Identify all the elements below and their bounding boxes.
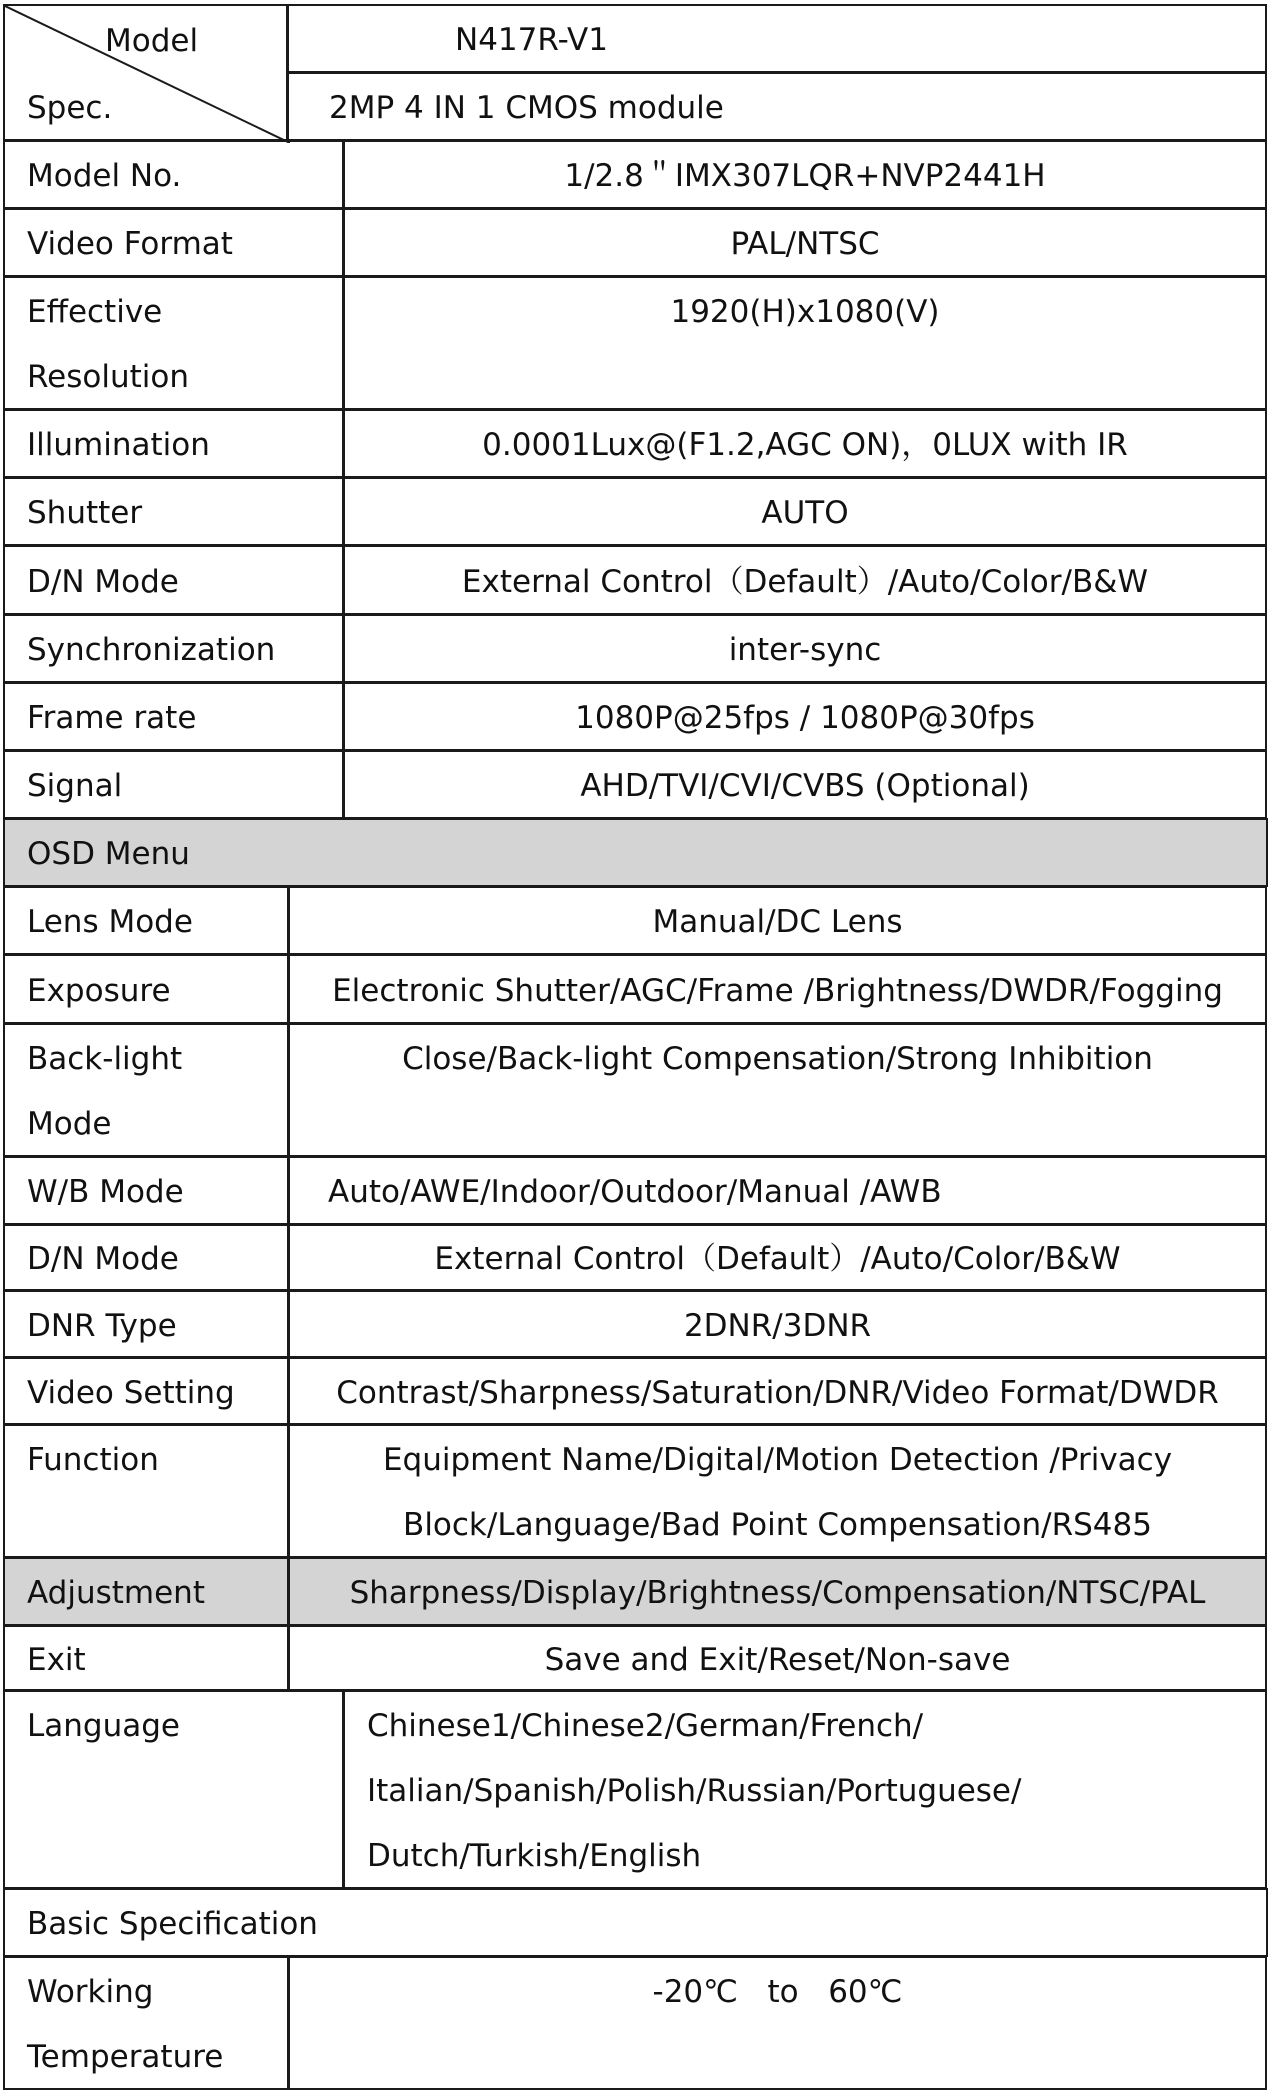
- spec-label: Effective: [27, 294, 163, 330]
- corner-spec-label: Spec.: [27, 90, 113, 126]
- spec-table: [4, 5, 1268, 2094]
- osd-value: Close/Back-light Compensation/Strong Inhibition: [402, 1041, 1153, 1077]
- spec-value: AUTO: [761, 495, 849, 531]
- osd-label: DNR Type: [27, 1308, 177, 1344]
- osd-row: [4, 1358, 1268, 1426]
- osd-label: Video Setting: [27, 1375, 235, 1411]
- osd-value: 2DNR/3DNR: [683, 1308, 872, 1344]
- spec-value: inter-sync: [728, 632, 882, 668]
- spec-row: [4, 683, 1268, 752]
- osd-label: W/B Mode: [27, 1174, 184, 1210]
- osd-row: [4, 1225, 1268, 1292]
- spec-label: Signal: [27, 768, 123, 804]
- spec-value: External Control（Default）/Auto/Color/B&W: [461, 564, 1149, 600]
- osd-row: [4, 1425, 1268, 1559]
- model-name: N417R-V1: [455, 22, 608, 58]
- osd-label: Back-light: [27, 1041, 183, 1077]
- osd-label: Adjustment: [27, 1575, 205, 1611]
- spec-label: Video Format: [27, 226, 233, 262]
- osd-row: [4, 1626, 1268, 1692]
- basic-row: [4, 1957, 1268, 2091]
- osd-row: [4, 1157, 1268, 1226]
- osd-value: Sharpness/Display/Brightness/Compensation/NTSC/PAL: [349, 1575, 1206, 1611]
- spec-value: 0.0001Lux@(F1.2,AGC ON)，0LUX with IR: [482, 427, 1128, 463]
- osd-label: Exposure: [27, 973, 171, 1009]
- osd-value: Electronic Shutter/AGC/Frame /Brightness/DWDR/Fogging: [332, 973, 1223, 1009]
- osd-value: Contrast/Sharpness/Saturation/DNR/Video Format/DWDR: [336, 1375, 1219, 1411]
- osd-label: Lens Mode: [27, 904, 193, 940]
- basic-label: Temperature: [27, 2039, 224, 2075]
- osd-value: Block/Language/Bad Point Compensation/RS485: [403, 1507, 1152, 1543]
- osd-value: Manual/DC Lens: [652, 904, 903, 940]
- spec-value: PAL/NTSC: [730, 226, 880, 262]
- osd-value: Chinese1/Chinese2/German/French/: [367, 1708, 924, 1744]
- osd-label: Mode: [27, 1106, 112, 1142]
- spec-label: Shutter: [27, 495, 143, 531]
- spec-value: AHD/TVI/CVI/CVBS (Optional): [580, 768, 1030, 804]
- spec-row: [4, 209, 1268, 278]
- osd-label: Function: [27, 1442, 159, 1478]
- osd-value: Equipment Name/Digital/Motion Detection /Privacy: [382, 1442, 1173, 1478]
- osd-value: Save and Exit/Reset/Non-save: [544, 1642, 1011, 1678]
- spec-label: D/N Mode: [27, 564, 179, 600]
- osd-value: Italian/Spanish/Polish/Russian/Portuguese/: [367, 1773, 1022, 1809]
- osd-label: D/N Mode: [27, 1241, 179, 1277]
- spec-row: [4, 751, 1268, 820]
- osd-row: [4, 1291, 1268, 1359]
- osd-row: [4, 1024, 1268, 1158]
- spec-label: Frame rate: [27, 700, 197, 736]
- spec-row: [4, 277, 1268, 411]
- osd-value: Dutch/Turkish/English: [367, 1838, 702, 1874]
- corner-cell: [3, 4, 288, 141]
- section-header-basic: [4, 1889, 1268, 1958]
- osd-row-adjustment: [4, 1558, 1268, 1627]
- osd-label: Exit: [27, 1642, 86, 1678]
- basic-value: -20℃ to 60℃: [652, 1974, 903, 2010]
- osd-row: [4, 887, 1268, 956]
- spec-value: 1080P@25fps / 1080P@30fps: [575, 700, 1035, 736]
- osd-value: Auto/AWE/Indoor/Outdoor/Manual /AWB: [328, 1174, 942, 1210]
- section-header-osd: [4, 819, 1268, 888]
- spec-row: [4, 141, 1268, 210]
- spec-label: Resolution: [27, 359, 189, 395]
- spec-row: [4, 546, 1268, 616]
- corner-model-label: Model: [105, 23, 199, 59]
- spec-value: 1/2.8＂IMX307LQR+NVP2441H: [564, 158, 1046, 194]
- osd-value: External Control（Default）/Auto/Color/B&W: [434, 1241, 1121, 1277]
- basic-label: Working: [27, 1974, 154, 2010]
- section-title: Basic Specification: [27, 1906, 318, 1942]
- osd-row-language: [4, 1691, 1268, 1890]
- osd-row: [4, 955, 1268, 1025]
- module-description: 2MP 4 IN 1 CMOS module: [329, 90, 724, 126]
- osd-label: Language: [27, 1708, 180, 1744]
- model-name-cell: [287, 4, 1267, 73]
- spec-label: Model No.: [27, 158, 182, 194]
- spec-value: 1920(H)x1080(V): [670, 294, 940, 330]
- spec-row: [4, 615, 1268, 684]
- module-cell: [287, 72, 1267, 141]
- spec-label: Illumination: [27, 427, 210, 463]
- spec-row: [4, 478, 1268, 547]
- section-title: OSD Menu: [27, 836, 190, 872]
- spec-label: Synchronization: [27, 632, 276, 668]
- header-row: [4, 5, 1268, 142]
- spec-row: [4, 410, 1268, 479]
